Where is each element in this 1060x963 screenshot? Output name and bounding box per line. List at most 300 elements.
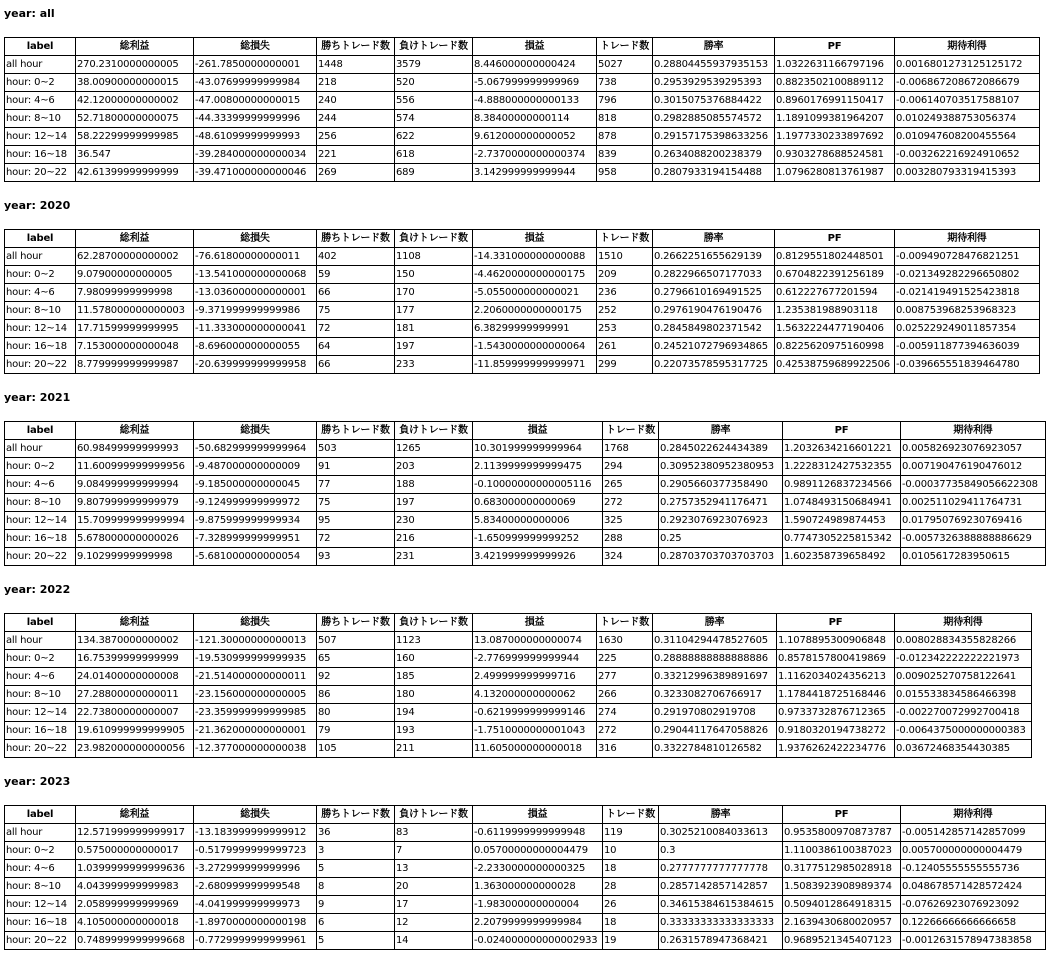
table-row (5, 824, 1046, 842)
header-loss-trades: 負けトレード数 (395, 806, 473, 824)
cell-pf: 1.1977330233897692 (775, 128, 895, 146)
cell-gross-profit: 36.547 (76, 146, 194, 164)
cell-expectancy: 0.017950769230769416 (901, 512, 1046, 530)
cell-net-profit: -0.10000000000005116 (473, 476, 603, 494)
cell-gross-profit: 1.0399999999999636 (76, 860, 194, 878)
cell-net-profit: 2.2060000000000175 (473, 302, 597, 320)
cell-gross-profit: 9.084999999999994 (76, 476, 194, 494)
cell-trade-count: 1768 (603, 440, 659, 458)
cell-win-trades: 5 (317, 932, 395, 950)
cell-net-profit: -2.776999999999944 (473, 650, 597, 668)
section-title: year: 2020 (4, 199, 71, 212)
cell-pf: 1.1078895300906848 (777, 632, 895, 650)
table-row (5, 704, 1032, 722)
table-row (5, 914, 1046, 932)
cell-win-rate: 0.2845022624434389 (659, 440, 783, 458)
cell-win-trades: 95 (317, 512, 395, 530)
table-row (5, 740, 1032, 758)
cell-gross-profit: 4.105000000000018 (76, 914, 194, 932)
cell-win-rate: 0.22073578595317725 (653, 356, 775, 374)
header-net-profit: 損益 (473, 230, 597, 248)
table-row (5, 128, 1040, 146)
cell-win-rate: 0.28703703703703703 (659, 548, 783, 566)
cell-pf: 0.612227677201594 (775, 284, 895, 302)
cell-win-rate: 0.34615384615384615 (659, 896, 783, 914)
table-row (5, 146, 1040, 164)
header-expectancy: 期待利得 (895, 38, 1040, 56)
cell-gross-profit: 62.28700000000002 (76, 248, 194, 266)
cell-expectancy: 0.003280793319415393 (895, 164, 1040, 182)
cell-gross-loss: -4.041999999999973 (194, 896, 317, 914)
cell-win-rate: 0.25 (659, 530, 783, 548)
header-pf: PF (775, 38, 895, 56)
cell-win-trades: 72 (317, 320, 395, 338)
cell-loss-trades: 197 (395, 338, 473, 356)
cell-loss-trades: 689 (395, 164, 473, 182)
header-gross-profit: 総利益 (76, 614, 194, 632)
cell-win-trades: 79 (317, 722, 395, 740)
table-row (5, 896, 1046, 914)
cell-net-profit: -1.650999999999252 (473, 530, 603, 548)
cell-net-profit: 1.363000000000028 (473, 878, 603, 896)
cell-gross-profit: 24.01400000000008 (76, 668, 194, 686)
cell-win-rate: 0.2662251655629139 (653, 248, 775, 266)
cell-net-profit: -4.4620000000000175 (473, 266, 597, 284)
cell-loss-trades: 185 (395, 668, 473, 686)
cell-net-profit: -0.6119999999999948 (473, 824, 603, 842)
cell-net-profit: 6.38299999999991 (473, 320, 597, 338)
cell-label: hour: 16~18 (5, 338, 76, 356)
cell-trade-count: 1630 (597, 632, 653, 650)
cell-label: hour: 4~6 (5, 860, 76, 878)
header-win-rate: 勝率 (653, 230, 775, 248)
cell-expectancy: 0.007190476190476012 (901, 458, 1046, 476)
table-row (5, 320, 1040, 338)
cell-trade-count: 19 (603, 932, 659, 950)
cell-loss-trades: 17 (395, 896, 473, 914)
cell-net-profit: 0.683000000000069 (473, 494, 603, 512)
table-row (5, 248, 1040, 266)
table-body (5, 440, 1046, 566)
header-win-trades: 勝ちトレード数 (317, 38, 395, 56)
cell-pf: 0.42538759689922506 (775, 356, 895, 374)
table-row (5, 632, 1032, 650)
header-trade-count: トレード数 (597, 614, 653, 632)
cell-gross-loss: -21.362000000000001 (194, 722, 317, 740)
cell-net-profit: 10.301999999999964 (473, 440, 603, 458)
cell-win-trades: 402 (317, 248, 395, 266)
cell-trade-count: 18 (603, 860, 659, 878)
cell-net-profit: 2.1139999999999475 (473, 458, 603, 476)
header-trade-count: トレード数 (597, 38, 653, 56)
cell-pf: 1.1162034024356213 (777, 668, 895, 686)
cell-win-trades: 77 (317, 476, 395, 494)
cell-gross-loss: -43.07699999999984 (194, 74, 317, 92)
cell-expectancy: -0.005142857142857099 (901, 824, 1046, 842)
cell-win-trades: 507 (317, 632, 395, 650)
cell-pf: 1.9376262422234776 (777, 740, 895, 758)
table-row (5, 92, 1040, 110)
cell-gross-loss: -9.875999999999934 (194, 512, 317, 530)
header-net-profit: 損益 (473, 614, 597, 632)
cell-label: hour: 16~18 (5, 722, 76, 740)
cell-pf: 0.8960176991150417 (775, 92, 895, 110)
cell-gross-profit: 22.73800000000007 (76, 704, 194, 722)
header-row (5, 38, 1040, 56)
cell-win-trades: 105 (317, 740, 395, 758)
cell-gross-loss: -1.8970000000000198 (194, 914, 317, 932)
cell-gross-loss: -76.61800000000011 (194, 248, 317, 266)
header-label: label (5, 614, 76, 632)
header-label: label (5, 230, 76, 248)
cell-gross-profit: 0.575000000000017 (76, 842, 194, 860)
cell-label: all hour (5, 440, 76, 458)
cell-net-profit: 4.132000000000062 (473, 686, 597, 704)
cell-win-trades: 92 (317, 668, 395, 686)
cell-gross-profit: 23.982000000000056 (76, 740, 194, 758)
table-row (5, 74, 1040, 92)
table-row (5, 494, 1046, 512)
header-win-rate: 勝率 (653, 38, 775, 56)
cell-loss-trades: 194 (395, 704, 473, 722)
cell-trade-count: 958 (597, 164, 653, 182)
cell-expectancy: -0.012342222222221973 (895, 650, 1032, 668)
cell-pf: 0.8823502100889112 (775, 74, 895, 92)
cell-net-profit: 3.421999999999926 (473, 548, 603, 566)
cell-loss-trades: 188 (395, 476, 473, 494)
cell-label: hour: 0~2 (5, 74, 76, 92)
cell-gross-loss: -5.681000000000054 (194, 548, 317, 566)
table-row (5, 302, 1040, 320)
cell-gross-profit: 9.07900000000005 (76, 266, 194, 284)
cell-pf: 1.602358739658492 (783, 548, 901, 566)
cell-gross-loss: -11.333000000000041 (194, 320, 317, 338)
header-gross-profit: 総利益 (76, 806, 194, 824)
cell-net-profit: -5.055000000000021 (473, 284, 597, 302)
cell-loss-trades: 211 (395, 740, 473, 758)
cell-gross-profit: 15.709999999999994 (76, 512, 194, 530)
table-row (5, 476, 1046, 494)
cell-win-rate: 0.29044117647058826 (653, 722, 777, 740)
cell-label: hour: 20~22 (5, 548, 76, 566)
cell-pf: 0.9689521345407123 (783, 932, 901, 950)
cell-win-rate: 0.2796610169491525 (653, 284, 775, 302)
cell-win-trades: 36 (317, 824, 395, 842)
cell-win-trades: 218 (317, 74, 395, 92)
cell-win-rate: 0.30952380952380953 (659, 458, 783, 476)
cell-loss-trades: 12 (395, 914, 473, 932)
cell-win-rate: 0.2777777777777778 (659, 860, 783, 878)
table-row (5, 530, 1046, 548)
cell-gross-loss: -9.371999999999986 (194, 302, 317, 320)
cell-net-profit: 5.83400000000006 (473, 512, 603, 530)
cell-trade-count: 325 (603, 512, 659, 530)
table-body (5, 632, 1032, 758)
header-row (5, 230, 1040, 248)
cell-trade-count: 266 (597, 686, 653, 704)
cell-gross-profit: 9.10299999999998 (76, 548, 194, 566)
cell-net-profit: -11.859999999999971 (473, 356, 597, 374)
cell-win-rate: 0.2923076923076923 (659, 512, 783, 530)
cell-gross-loss: -39.284000000000034 (194, 146, 317, 164)
header-expectancy: 期待利得 (895, 614, 1032, 632)
cell-gross-loss: -12.377000000000038 (194, 740, 317, 758)
cell-gross-profit: 9.807999999999979 (76, 494, 194, 512)
table-row (5, 164, 1040, 182)
cell-pf: 0.5094012864918315 (783, 896, 901, 914)
cell-gross-profit: 8.779999999999987 (76, 356, 194, 374)
cell-trade-count: 225 (597, 650, 653, 668)
cell-expectancy: 0.0105617283950615 (901, 548, 1046, 566)
cell-trade-count: 252 (597, 302, 653, 320)
cell-pf: 0.3177512985028918 (783, 860, 901, 878)
cell-trade-count: 738 (597, 74, 653, 92)
cell-gross-loss: -23.156000000000005 (194, 686, 317, 704)
cell-expectancy: -0.0057326388888886629 (901, 530, 1046, 548)
cell-win-rate: 0.2857142857142857 (659, 878, 783, 896)
section-title: year: all (4, 7, 55, 20)
table-row (5, 266, 1040, 284)
cell-trade-count: 796 (597, 92, 653, 110)
cell-win-trades: 66 (317, 284, 395, 302)
cell-net-profit: -0.024000000000002933 (473, 932, 603, 950)
cell-gross-profit: 11.578000000000003 (76, 302, 194, 320)
table-row (5, 110, 1040, 128)
cell-win-rate: 0.33333333333333333 (659, 914, 783, 932)
cell-pf: 0.9535800970873787 (783, 824, 901, 842)
cell-win-trades: 72 (317, 530, 395, 548)
cell-win-trades: 91 (317, 458, 395, 476)
cell-win-rate: 0.2634088200238379 (653, 146, 775, 164)
cell-label: hour: 0~2 (5, 458, 76, 476)
cell-win-trades: 64 (317, 338, 395, 356)
table-body (5, 56, 1040, 182)
cell-pf: 0.9891126837234566 (783, 476, 901, 494)
cell-expectancy: 0.025229249011857354 (895, 320, 1040, 338)
cell-gross-profit: 19.610999999999905 (76, 722, 194, 740)
cell-pf: 1.0796280813761987 (775, 164, 895, 182)
cell-net-profit: 2.499999999999716 (473, 668, 597, 686)
header-loss-trades: 負けトレード数 (395, 422, 473, 440)
cell-label: hour: 4~6 (5, 92, 76, 110)
cell-win-trades: 221 (317, 146, 395, 164)
header-win-trades: 勝ちトレード数 (317, 230, 395, 248)
table-row (5, 458, 1046, 476)
cell-loss-trades: 7 (395, 842, 473, 860)
header-gross-loss: 総損失 (194, 38, 317, 56)
cell-net-profit: 2.2079999999999984 (473, 914, 603, 932)
cell-win-trades: 75 (317, 302, 395, 320)
cell-gross-loss: -8.696000000000055 (194, 338, 317, 356)
header-win-rate: 勝率 (659, 422, 783, 440)
cell-net-profit: 3.142999999999944 (473, 164, 597, 182)
table-body (5, 824, 1046, 950)
cell-win-trades: 503 (317, 440, 395, 458)
cell-gross-profit: 270.2310000000005 (76, 56, 194, 74)
cell-win-trades: 66 (317, 356, 395, 374)
cell-trade-count: 299 (597, 356, 653, 374)
header-loss-trades: 負けトレード数 (395, 614, 473, 632)
cell-win-rate: 0.2953929539295393 (653, 74, 775, 92)
header-pf: PF (783, 422, 901, 440)
cell-win-trades: 1448 (317, 56, 395, 74)
cell-win-rate: 0.291970802919708 (653, 704, 777, 722)
header-win-rate: 勝率 (659, 806, 783, 824)
cell-loss-trades: 618 (395, 146, 473, 164)
header-gross-loss: 総損失 (194, 422, 317, 440)
stats-table (4, 37, 1040, 182)
header-row (5, 422, 1046, 440)
cell-label: hour: 12~14 (5, 512, 76, 530)
cell-pf: 1.2032634216601221 (783, 440, 901, 458)
cell-net-profit: 9.612000000000052 (473, 128, 597, 146)
cell-label: hour: 16~18 (5, 146, 76, 164)
cell-label: hour: 16~18 (5, 530, 76, 548)
cell-trade-count: 26 (603, 896, 659, 914)
cell-expectancy: -0.002270072992700418 (895, 704, 1032, 722)
table-row (5, 686, 1032, 704)
cell-gross-profit: 60.98499999999993 (76, 440, 194, 458)
cell-gross-profit: 4.043999999999983 (76, 878, 194, 896)
cell-loss-trades: 1123 (395, 632, 473, 650)
cell-gross-loss: -2.680999999999548 (194, 878, 317, 896)
header-net-profit: 損益 (473, 422, 603, 440)
cell-gross-loss: -9.487000000000009 (194, 458, 317, 476)
cell-gross-loss: -50.682999999999964 (194, 440, 317, 458)
header-win-trades: 勝ちトレード数 (317, 806, 395, 824)
cell-label: hour: 4~6 (5, 668, 76, 686)
cell-trade-count: 265 (603, 476, 659, 494)
header-win-trades: 勝ちトレード数 (317, 422, 395, 440)
cell-label: hour: 20~22 (5, 740, 76, 758)
cell-loss-trades: 193 (395, 722, 473, 740)
cell-pf: 1.590724989874453 (783, 512, 901, 530)
table-body (5, 248, 1040, 374)
cell-win-trades: 240 (317, 92, 395, 110)
cell-expectancy: -0.00037735849056622308 (901, 476, 1046, 494)
header-gross-loss: 総損失 (194, 614, 317, 632)
cell-label: hour: 0~2 (5, 650, 76, 668)
cell-trade-count: 272 (597, 722, 653, 740)
cell-expectancy: 0.015533834586466398 (895, 686, 1032, 704)
cell-pf: 2.1639430680020957 (783, 914, 901, 932)
table-row (5, 284, 1040, 302)
header-expectancy: 期待利得 (895, 230, 1040, 248)
table-row (5, 842, 1046, 860)
header-label: label (5, 422, 76, 440)
table-row (5, 440, 1046, 458)
stats-table (4, 805, 1046, 950)
cell-label: hour: 8~10 (5, 494, 76, 512)
cell-trade-count: 261 (597, 338, 653, 356)
cell-gross-loss: -121.30000000000013 (194, 632, 317, 650)
cell-win-rate: 0.2631578947368421 (659, 932, 783, 950)
cell-win-rate: 0.2757352941176471 (659, 494, 783, 512)
cell-gross-loss: -261.7850000000001 (194, 56, 317, 74)
cell-trade-count: 1510 (597, 248, 653, 266)
cell-gross-profit: 7.98099999999998 (76, 284, 194, 302)
stats-table (4, 229, 1040, 374)
cell-gross-profit: 2.058999999999969 (76, 896, 194, 914)
cell-net-profit: -5.067999999999969 (473, 74, 597, 92)
cell-trade-count: 277 (597, 668, 653, 686)
cell-pf: 0.9303278688524581 (775, 146, 895, 164)
table-row (5, 548, 1046, 566)
cell-gross-loss: -0.7729999999999961 (194, 932, 317, 950)
cell-win-rate: 0.2822966507177033 (653, 266, 775, 284)
cell-expectancy: 0.008028834355828266 (895, 632, 1032, 650)
cell-trade-count: 839 (597, 146, 653, 164)
header-row (5, 806, 1046, 824)
cell-label: all hour (5, 824, 76, 842)
cell-trade-count: 253 (597, 320, 653, 338)
cell-pf: 1.0748493150684941 (783, 494, 901, 512)
cell-net-profit: -4.888000000000133 (473, 92, 597, 110)
cell-win-rate: 0.33212996389891697 (653, 668, 777, 686)
cell-net-profit: -1.7510000000001043 (473, 722, 597, 740)
cell-pf: 1.5632224477190406 (775, 320, 895, 338)
header-net-profit: 損益 (473, 806, 603, 824)
cell-loss-trades: 230 (395, 512, 473, 530)
cell-gross-profit: 134.3870000000002 (76, 632, 194, 650)
cell-win-rate: 0.2905660377358490 (659, 476, 783, 494)
cell-loss-trades: 1265 (395, 440, 473, 458)
header-trade-count: トレード数 (597, 230, 653, 248)
cell-expectancy: 0.005700000000004479 (901, 842, 1046, 860)
cell-label: hour: 8~10 (5, 302, 76, 320)
cell-expectancy: -0.006140703517588107 (895, 92, 1040, 110)
header-pf: PF (775, 230, 895, 248)
cell-gross-loss: -13.541000000000068 (194, 266, 317, 284)
cell-label: hour: 4~6 (5, 284, 76, 302)
cell-trade-count: 288 (603, 530, 659, 548)
cell-win-trades: 9 (317, 896, 395, 914)
cell-expectancy: 0.0016801273125125172 (895, 56, 1040, 74)
cell-trade-count: 274 (597, 704, 653, 722)
cell-loss-trades: 233 (395, 356, 473, 374)
cell-gross-loss: -9.124999999999972 (194, 494, 317, 512)
header-gross-loss: 総損失 (194, 806, 317, 824)
cell-gross-loss: -23.359999999999985 (194, 704, 317, 722)
cell-win-trades: 269 (317, 164, 395, 182)
cell-net-profit: 11.605000000000018 (473, 740, 597, 758)
cell-expectancy: 0.010947608200455564 (895, 128, 1040, 146)
cell-label: hour: 0~2 (5, 266, 76, 284)
cell-net-profit: -14.331000000000088 (473, 248, 597, 266)
cell-expectancy: 0.12266666666666658 (901, 914, 1046, 932)
cell-net-profit: -1.983000000000004 (473, 896, 603, 914)
cell-label: all hour (5, 56, 76, 74)
cell-gross-loss: -39.471000000000046 (194, 164, 317, 182)
cell-pf: 0.9733732876712365 (777, 704, 895, 722)
cell-loss-trades: 181 (395, 320, 473, 338)
cell-gross-loss: -47.00800000000015 (194, 92, 317, 110)
cell-label: hour: 4~6 (5, 476, 76, 494)
cell-loss-trades: 216 (395, 530, 473, 548)
cell-loss-trades: 13 (395, 860, 473, 878)
cell-pf: 0.8225620975160998 (775, 338, 895, 356)
cell-expectancy: -0.021419491525423818 (895, 284, 1040, 302)
cell-win-rate: 0.2982885085574572 (653, 110, 775, 128)
table-row (5, 56, 1040, 74)
header-trade-count: トレード数 (603, 806, 659, 824)
cell-gross-loss: -20.639999999999958 (194, 356, 317, 374)
table-row (5, 722, 1032, 740)
cell-expectancy: 0.010249388753056374 (895, 110, 1040, 128)
cell-expectancy: 0.002511029411764731 (901, 494, 1046, 512)
cell-pf: 0.7747305225815342 (783, 530, 901, 548)
header-loss-trades: 負けトレード数 (395, 230, 473, 248)
